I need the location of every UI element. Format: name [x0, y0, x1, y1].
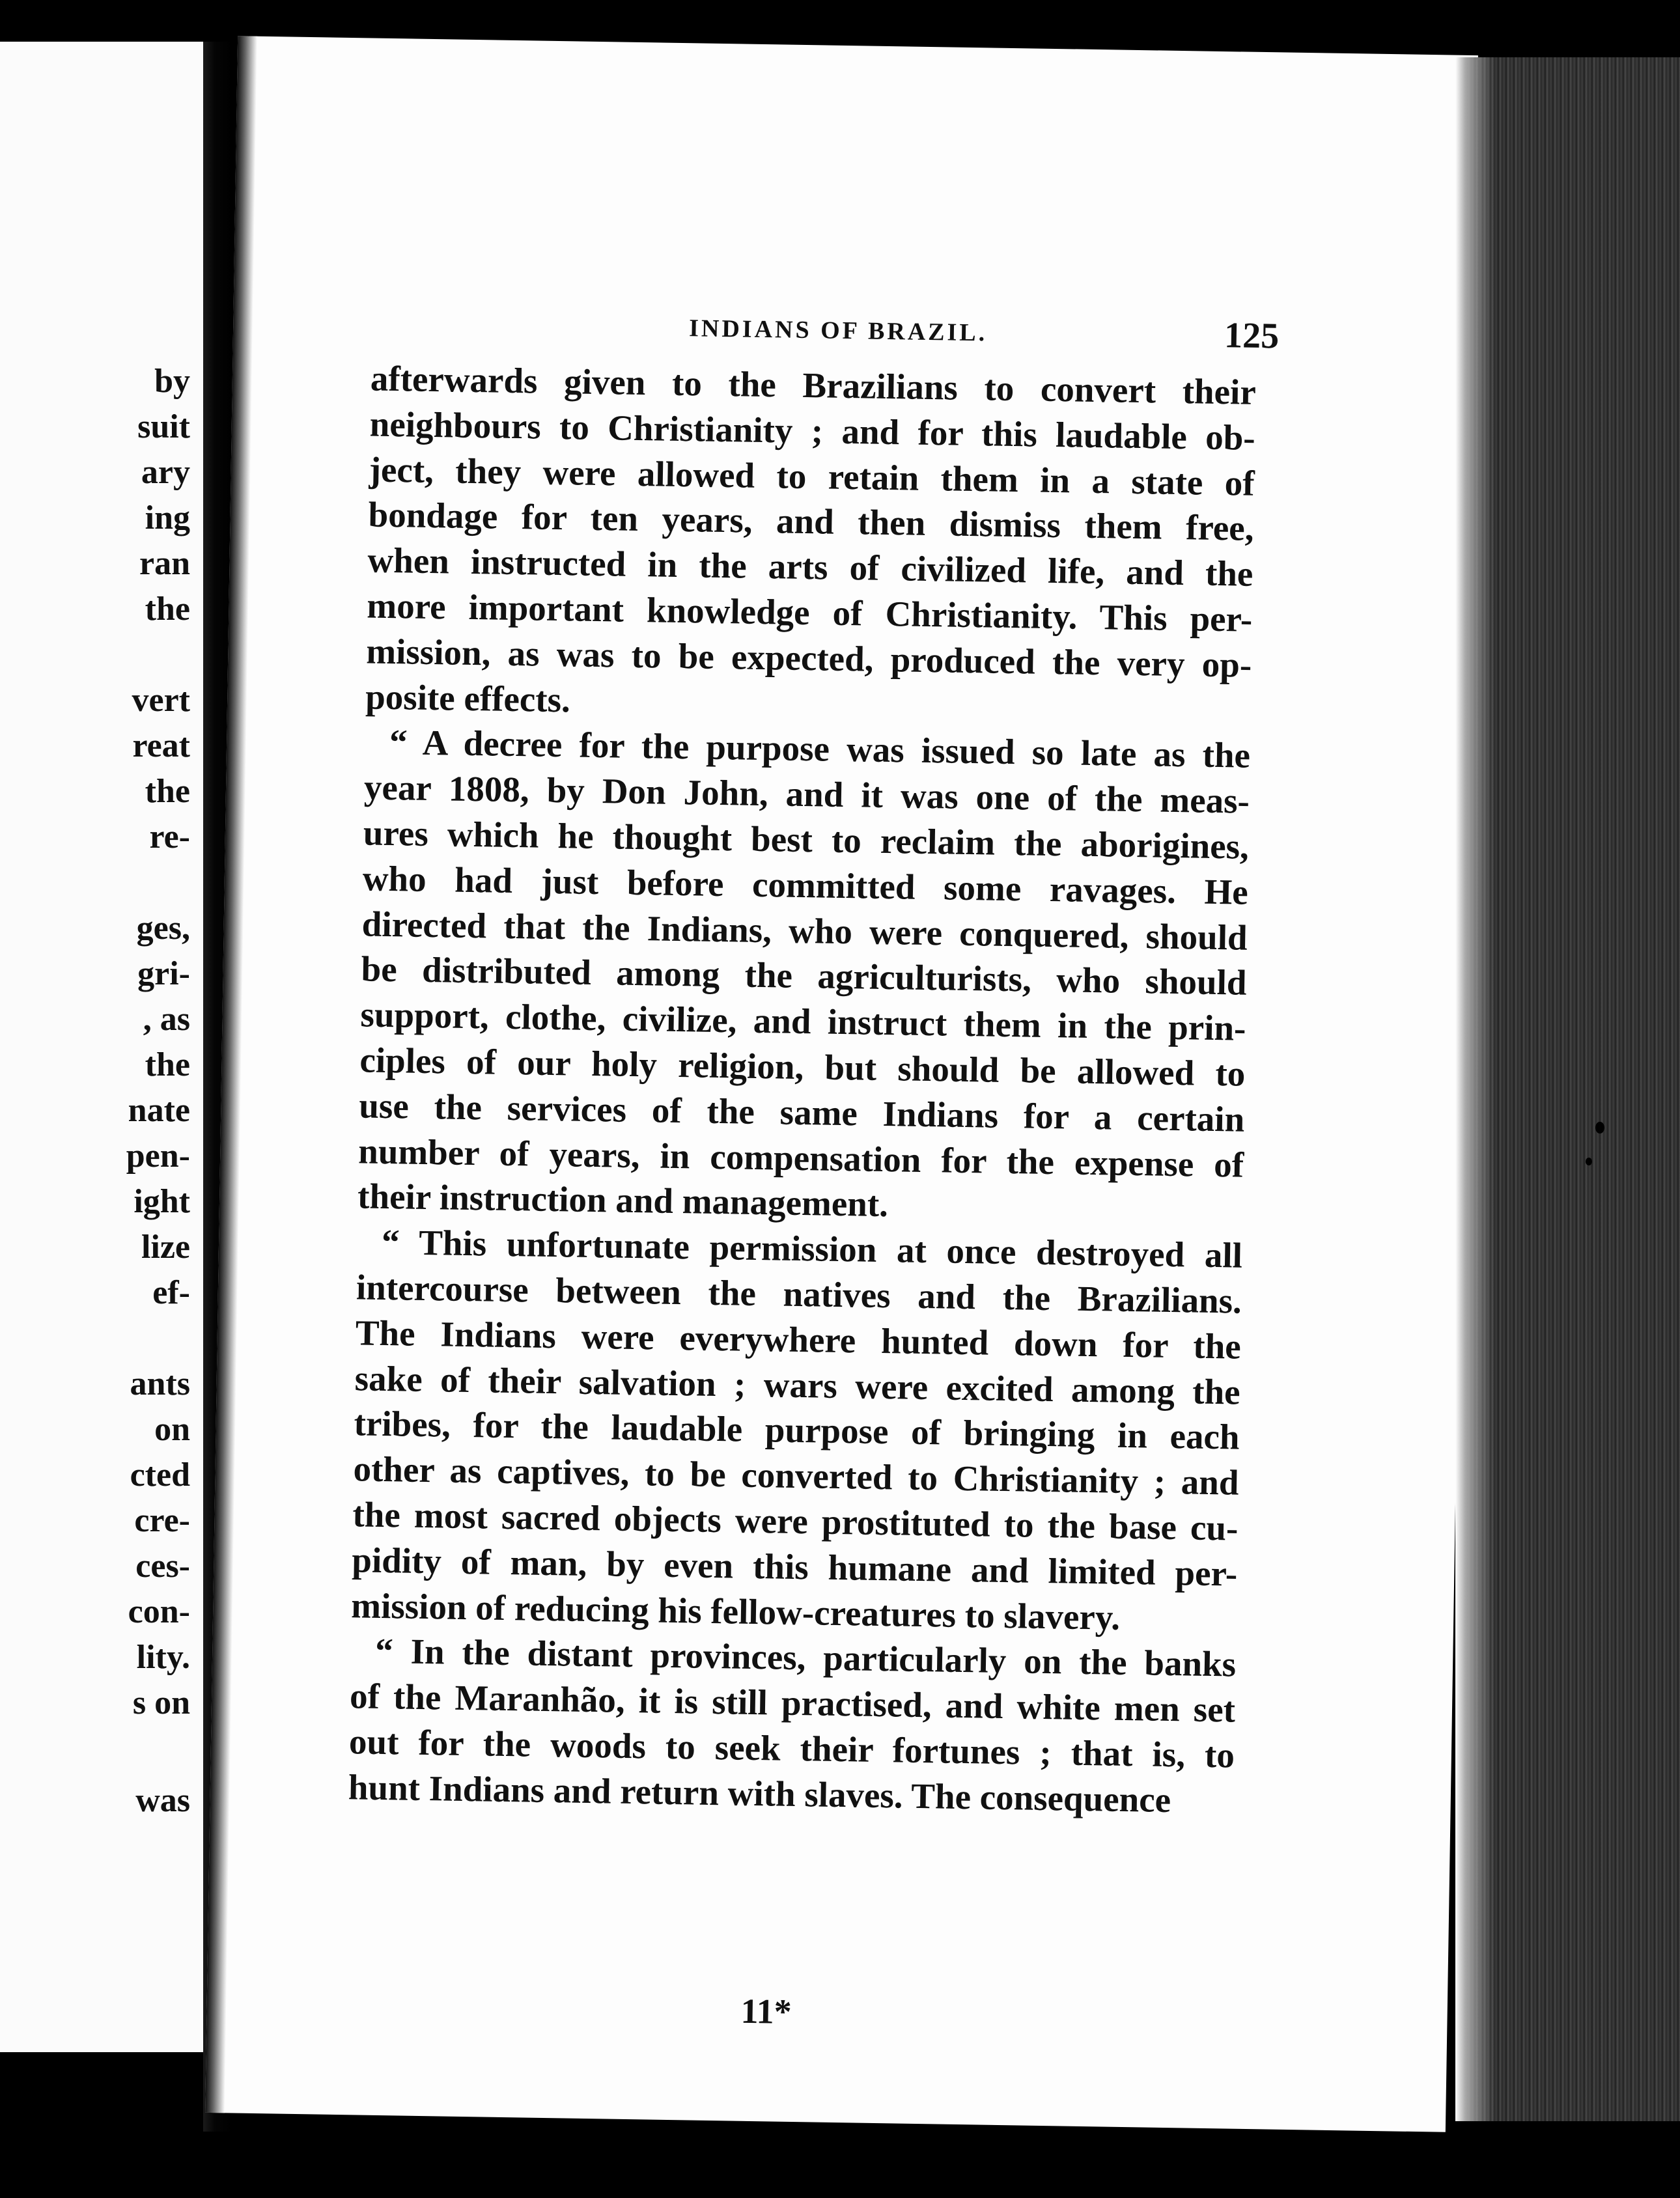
body-text — [348, 356, 1256, 1824]
text-line: other as captives, to be converted to Christianity ; and — [353, 1449, 1239, 1503]
left-page-fragment: ary — [141, 454, 190, 491]
left-page-fragment: was — [135, 1782, 190, 1819]
text-line: intercourse between the natives and the Brazilians. — [356, 1267, 1242, 1321]
left-page-fragment: lize — [141, 1229, 190, 1266]
text-line: the most sacred objects were prostituted to the base cu- — [352, 1494, 1239, 1548]
text-line: “ A decree for the purpose was issued so late as the — [389, 722, 1251, 776]
left-page-fragment: ces- — [135, 1548, 190, 1585]
left-page-fragment: ran — [139, 545, 190, 582]
signature-mark: 11* — [740, 1991, 792, 2031]
left-page-fragment: lity. — [136, 1639, 190, 1676]
running-head: INDIANS OF BRAZIL. — [688, 314, 988, 347]
text-line: ures which he thought best to reclaim the aborigines, — [363, 813, 1250, 867]
left-page-fragment: the — [145, 591, 190, 628]
left-page-fragment: reat — [132, 727, 190, 764]
text-line: posite effects. — [365, 676, 571, 719]
left-page-fragment: vert — [132, 682, 190, 719]
ink-speck — [1595, 1122, 1604, 1134]
left-page-fragment: ants — [130, 1365, 190, 1402]
left-page-fragment: nate — [128, 1092, 190, 1129]
text-line: use the services of the same Indians for a certain — [358, 1085, 1245, 1139]
text-line: tribes, for the laudable purpose of bringing in each — [354, 1403, 1240, 1457]
page-edges — [1455, 57, 1680, 2121]
text-line: mission, as was to be expected, produced the very op- — [365, 631, 1252, 685]
text-line: hunt Indians and return with slaves. The consequence — [348, 1766, 1171, 1820]
left-page-fragment: ges, — [136, 910, 190, 947]
text-line: “ In the distant provinces, particularly on the banks — [374, 1631, 1237, 1684]
left-page-fragment: con- — [128, 1593, 190, 1630]
text-line: be distributed among the agriculturists, who should — [361, 949, 1247, 1003]
left-page-fragment: by — [154, 363, 190, 400]
text-line: their instruction and management. — [357, 1176, 889, 1225]
text-line: number of years, in compensation for the expense of — [357, 1130, 1244, 1185]
left-page-fragment: s on — [132, 1684, 190, 1721]
text-line: more important knowledge of Christianity. This per- — [366, 585, 1253, 639]
text-line: sake of their salvation ; wars were excited among the — [354, 1357, 1241, 1412]
left-page-fragment: ef- — [152, 1274, 190, 1311]
edge-shade — [1455, 57, 1494, 2121]
text-line: afterwards given to the Brazilians to convert their — [370, 358, 1257, 412]
left-page-fragment: ight — [133, 1183, 190, 1220]
page-number: 125 — [1224, 315, 1280, 357]
left-page-fragment: the — [145, 773, 190, 810]
left-page-fragment: on — [154, 1411, 190, 1448]
left-page-fragment: pen- — [126, 1137, 190, 1175]
text-line: of the Maranhão, it is still practised, and white men set — [349, 1676, 1236, 1730]
text-line: ject, they were allowed to retain them in a state of — [369, 449, 1255, 503]
text-line: bondage for ten years, and then dismiss them free, — [368, 494, 1254, 549]
left-page-fragment: cre- — [134, 1502, 190, 1539]
left-page-fragment: gri- — [137, 955, 190, 992]
text-line: The Indians were everywhere hunted down for the — [355, 1313, 1242, 1367]
text-line: year 1808, by Don John, and it was one of the meas- — [363, 767, 1250, 821]
text-line: neighbours to Christianity ; and for this laudable ob- — [369, 404, 1256, 458]
left-page-fragment: , as — [143, 1001, 190, 1038]
text-line: who had just before committed some ravages. He — [362, 858, 1249, 912]
text-line: ciples of our holy religion, but should be allowed to — [359, 1040, 1246, 1094]
text-line: pidity of man, by even this humane and limited per- — [351, 1539, 1238, 1594]
text-line: when instructed in the arts of civilized life, and the — [367, 540, 1253, 594]
text-line: directed that the Indians, who were conquered, should — [361, 903, 1248, 958]
text-line: “ This unfortunate permission at once destroyed all — [381, 1222, 1243, 1275]
text-line: mission of reducing his fellow-creatures to slavery. — [350, 1585, 1121, 1637]
left-page-fragment: the — [145, 1046, 190, 1083]
text-line: support, clothe, civilize, and instruct them in the prin- — [360, 994, 1246, 1048]
left-page-fragment: suit — [137, 408, 190, 445]
left-page-fragment: ing — [145, 499, 190, 536]
text-line: out for the woods to seek their fortunes ; that is, to — [348, 1721, 1235, 1775]
ink-speck — [1586, 1158, 1592, 1165]
left-page-fragment: re- — [149, 818, 190, 856]
left-page-fragment: cted — [130, 1456, 190, 1494]
left-facing-page — [0, 42, 203, 2052]
right-page — [205, 36, 1478, 2132]
